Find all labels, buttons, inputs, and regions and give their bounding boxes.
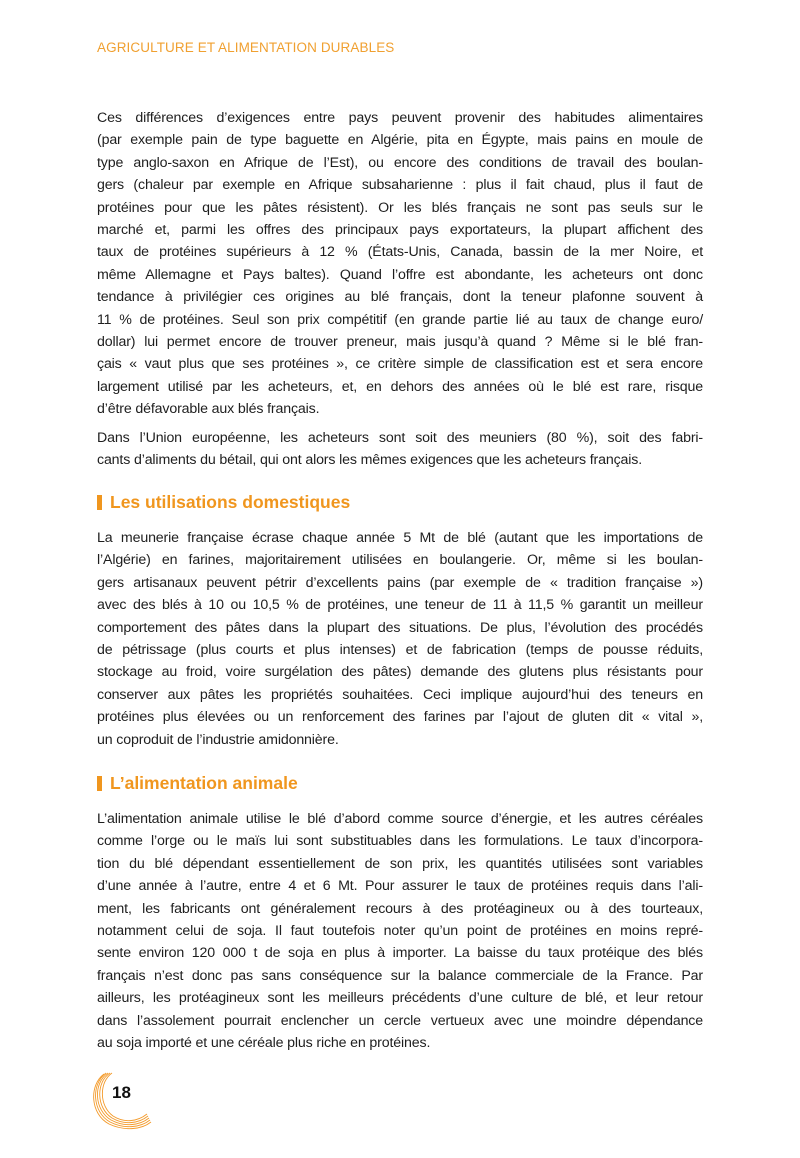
heading-text: L’alimentation animale — [110, 773, 298, 793]
heading-text: Les utilisations domestiques — [110, 492, 351, 512]
running-header: AGRICULTURE ET ALIMENTATION DURABLES — [97, 40, 395, 55]
heading-bar-icon — [97, 495, 102, 510]
text-line: tendance à privilégier ces origines au blé français, dont la teneur plafonne souvent à — [97, 289, 703, 306]
heading-bar-icon — [97, 776, 102, 791]
text-line: conserver aux pâtes les propriétés souhaitées. Ceci implique aujourd’hui des teneurs en — [97, 686, 703, 703]
text-line: avec des blés à 10 ou 10,5 % de protéines, une teneur de 11 à 11,5 % garantit un meilleur — [97, 597, 703, 614]
text-line: même Allemagne et Pays baltes). Quand l’offre est abondante, les acheteurs ont donc — [97, 266, 703, 283]
text-line: comme l’orge ou le maïs lui sont substituables dans les formulations. Le taux d’incorpora- — [97, 833, 703, 850]
text-line: de pétrissage (plus courts et plus intenses) et de fabrication (temps de pousse réduits, — [97, 641, 703, 658]
text-line: comportement des pâtes dans la plupart des situations. De plus, l’évolution des procédés — [97, 619, 703, 636]
text-line: ailleurs, les protéagineux sont les meilleurs précédents d’une culture de blé, et leur retour — [97, 990, 703, 1007]
text-line: d’une année à l’autre, entre 4 et 6 Mt. Pour assurer le taux de protéines requis dans l’ali- — [97, 878, 703, 895]
paragraph-eu-buyers — [97, 427, 703, 472]
text-line: taux de protéines supérieurs à 12 % (États-Unis, Canada, bassin de la mer Noire, et — [97, 244, 703, 261]
text-line: Ces différences d’exigences entre pays peuvent provenir des habitudes alimentaires — [97, 110, 703, 126]
section-heading-animal-feed — [97, 773, 298, 794]
text-line: type anglo-saxon en Afrique de l’Est), ou encore des conditions de travail des boulan- — [97, 154, 703, 171]
text-line: tion du blé dépendant essentiellement de son prix, les quantités utilisées sont variables — [97, 855, 703, 872]
text-line: La meunerie française écrase chaque année 5 Mt de blé (autant que les importations de — [97, 530, 703, 546]
paragraph-exports — [97, 107, 703, 420]
text-line: gers artisanaux peuvent pétrir d’excellents pains (par exemple de « tradition française ») — [97, 574, 703, 591]
text-line: ment, les fabricants ont généralement recours à des protéagineux ou à des tourteaux, — [97, 900, 703, 917]
text-line: un coproduit de l’industrie amidonnière. — [97, 731, 339, 748]
text-line: d’être défavorable aux blés français. — [97, 401, 320, 418]
paragraph-milling — [97, 527, 703, 751]
text-line: L’alimentation animale utilise le blé d’abord comme source d’énergie, et les autres céréales — [97, 811, 703, 827]
text-line: cants d’aliments du bétail, qui ont alors les mêmes exigences que les acheteurs français. — [97, 452, 642, 469]
text-line: français n’est donc pas sans conséquence sur la balance commerciale de la France. Par — [97, 967, 703, 984]
text-line: notamment celui de soja. Il faut toutefois noter qu’un point de protéines en moins repré- — [97, 922, 703, 939]
text-line: sente environ 120 000 t de soja en plus à importer. La baisse du taux protéique des blés — [97, 945, 703, 962]
text-line: protéines plus élevées ou un renforcement des farines par l’ajout de gluten dit « vital », — [97, 709, 703, 726]
text-line: stockage au froid, voire surgélation des pâtes) demande des glutens plus résistants pour — [97, 664, 703, 681]
text-line: Dans l’Union européenne, les acheteurs sont soit des meuniers (80 %), soit des fabri- — [97, 430, 703, 446]
text-line: largement utilisé par les acheteurs, et, en dehors des années où le blé est rare, risque — [97, 378, 703, 395]
text-line: çais « vaut plus que ses protéines », ce critère simple de classification est et sera encore — [97, 356, 703, 373]
text-line: dollar) lui permet encore de trouver preneur, mais jusqu’à quand ? Même si le blé fran- — [97, 333, 703, 350]
text-line: dans l’assolement pourrait enclencher un cercle vertueux avec une moindre dépendance — [97, 1012, 703, 1029]
text-line: l’Algérie) en farines, majoritairement utilisées en boulangerie. Or, même si les boulan- — [97, 552, 703, 569]
text-line: gers (chaleur par exemple en Afrique subsaharienne : plus il fait chaud, plus il faut de — [97, 177, 703, 194]
text-line: au soja importé et une céréale plus riche en protéines. — [97, 1034, 431, 1051]
text-line: (par exemple pain de type baguette en Algérie, pita en Égypte, mais pains en moule de — [97, 132, 703, 149]
text-line: protéines pour que les pâtes résistent). Or les blés français ne sont pas seuls sur le — [97, 199, 703, 216]
paragraph-animal-feed — [97, 808, 703, 1054]
text-line: marché et, parmi les offres des principaux pays exportateurs, la plupart affichent des — [97, 221, 703, 238]
page-number: 18 — [112, 1083, 131, 1102]
page-footer — [92, 1070, 162, 1130]
section-heading-domestic-uses — [97, 492, 350, 513]
text-line: 11 % de protéines. Seul son prix compétitif (en grande partie lié au taux de change euro/ — [97, 311, 703, 328]
